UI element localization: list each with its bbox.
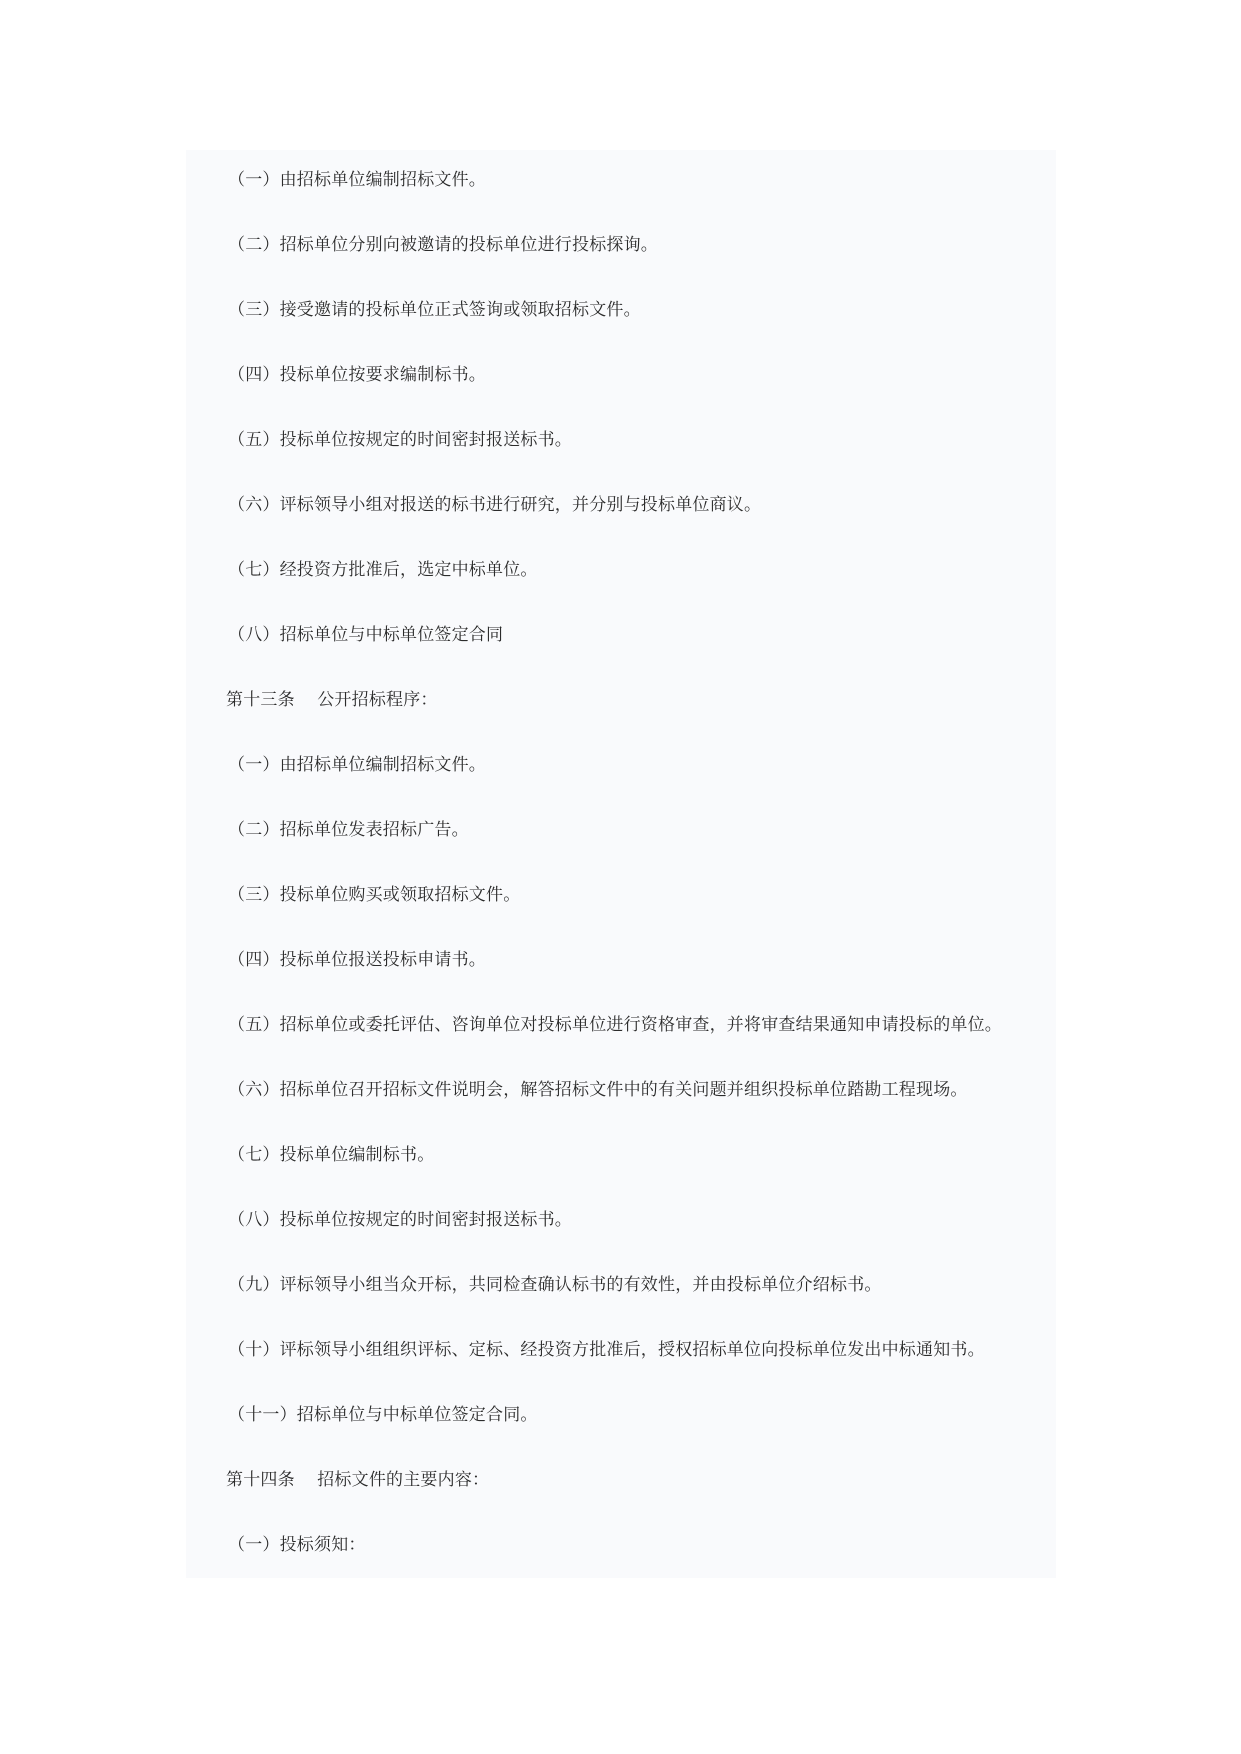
clause-text: （八）投标单位按规定的时间密封报送标书。 bbox=[228, 1210, 572, 1230]
clause-item bbox=[228, 233, 658, 257]
clause-item bbox=[228, 1338, 985, 1362]
article-heading-text: 第十四条 招标文件的主要内容： bbox=[226, 1470, 490, 1490]
clause-item bbox=[228, 1403, 538, 1427]
article-heading-text: 第十三条 公开招标程序： bbox=[226, 690, 438, 710]
clause-item bbox=[228, 1078, 968, 1102]
clause-text: （七）投标单位编制标书。 bbox=[228, 1145, 435, 1165]
clause-text: （三）投标单位购买或领取招标文件。 bbox=[228, 885, 521, 905]
clause-item bbox=[228, 493, 761, 517]
clause-text: （四）投标单位按要求编制标书。 bbox=[228, 365, 486, 385]
article-heading bbox=[226, 688, 438, 712]
clause-text: （十）评标领导小组组织评标、定标、经投资方批准后，授权招标单位向投标单位发出中标通知书。 bbox=[228, 1340, 985, 1360]
clause-item bbox=[228, 1208, 572, 1232]
clause-item bbox=[228, 363, 486, 387]
article-heading bbox=[226, 1468, 489, 1492]
clause-text: （二）招标单位分别向被邀请的投标单位进行投标探询。 bbox=[228, 235, 658, 255]
clause-item bbox=[228, 168, 486, 192]
clause-text: （五）投标单位按规定的时间密封报送标书。 bbox=[228, 430, 572, 450]
clause-item bbox=[228, 1143, 434, 1167]
clause-text: （二）招标单位发表招标广告。 bbox=[228, 820, 469, 840]
clause-text: （七）经投资方批准后，选定中标单位。 bbox=[228, 560, 538, 580]
clause-item bbox=[228, 1013, 1002, 1037]
clause-text: （九）评标领导小组当众开标，共同检查确认标书的有效性，并由投标单位介绍标书。 bbox=[228, 1275, 882, 1295]
clause-item bbox=[228, 753, 486, 777]
clause-text: （三）接受邀请的投标单位正式签询或领取招标文件。 bbox=[228, 300, 641, 320]
clause-item bbox=[228, 623, 503, 647]
clause-item bbox=[228, 558, 538, 582]
clause-text: （一）由招标单位编制招标文件。 bbox=[228, 170, 486, 190]
clause-item bbox=[228, 1533, 366, 1557]
clause-item bbox=[228, 428, 572, 452]
clause-text: （六）招标单位召开招标文件说明会，解答招标文件中的有关问题并组织投标单位踏勘工程现场。 bbox=[228, 1080, 968, 1100]
clause-text: （八）招标单位与中标单位签定合同 bbox=[228, 625, 504, 645]
clause-item bbox=[228, 818, 469, 842]
clause-text: （一）投标须知： bbox=[228, 1535, 366, 1555]
clause-text: （一）由招标单位编制招标文件。 bbox=[228, 755, 486, 775]
clause-item bbox=[228, 948, 486, 972]
clause-text: （五）招标单位或委托评估、咨询单位对投标单位进行资格审查，并将审查结果通知申请投标的单位。 bbox=[228, 1015, 1002, 1035]
clause-text: （十一）招标单位与中标单位签定合同。 bbox=[228, 1405, 538, 1425]
clause-item bbox=[228, 298, 641, 322]
clause-text: （四）投标单位报送投标申请书。 bbox=[228, 950, 486, 970]
clause-text: （六）评标领导小组对报送的标书进行研究，并分别与投标单位商议。 bbox=[228, 495, 762, 515]
clause-item bbox=[228, 883, 520, 907]
clause-item bbox=[228, 1273, 882, 1297]
